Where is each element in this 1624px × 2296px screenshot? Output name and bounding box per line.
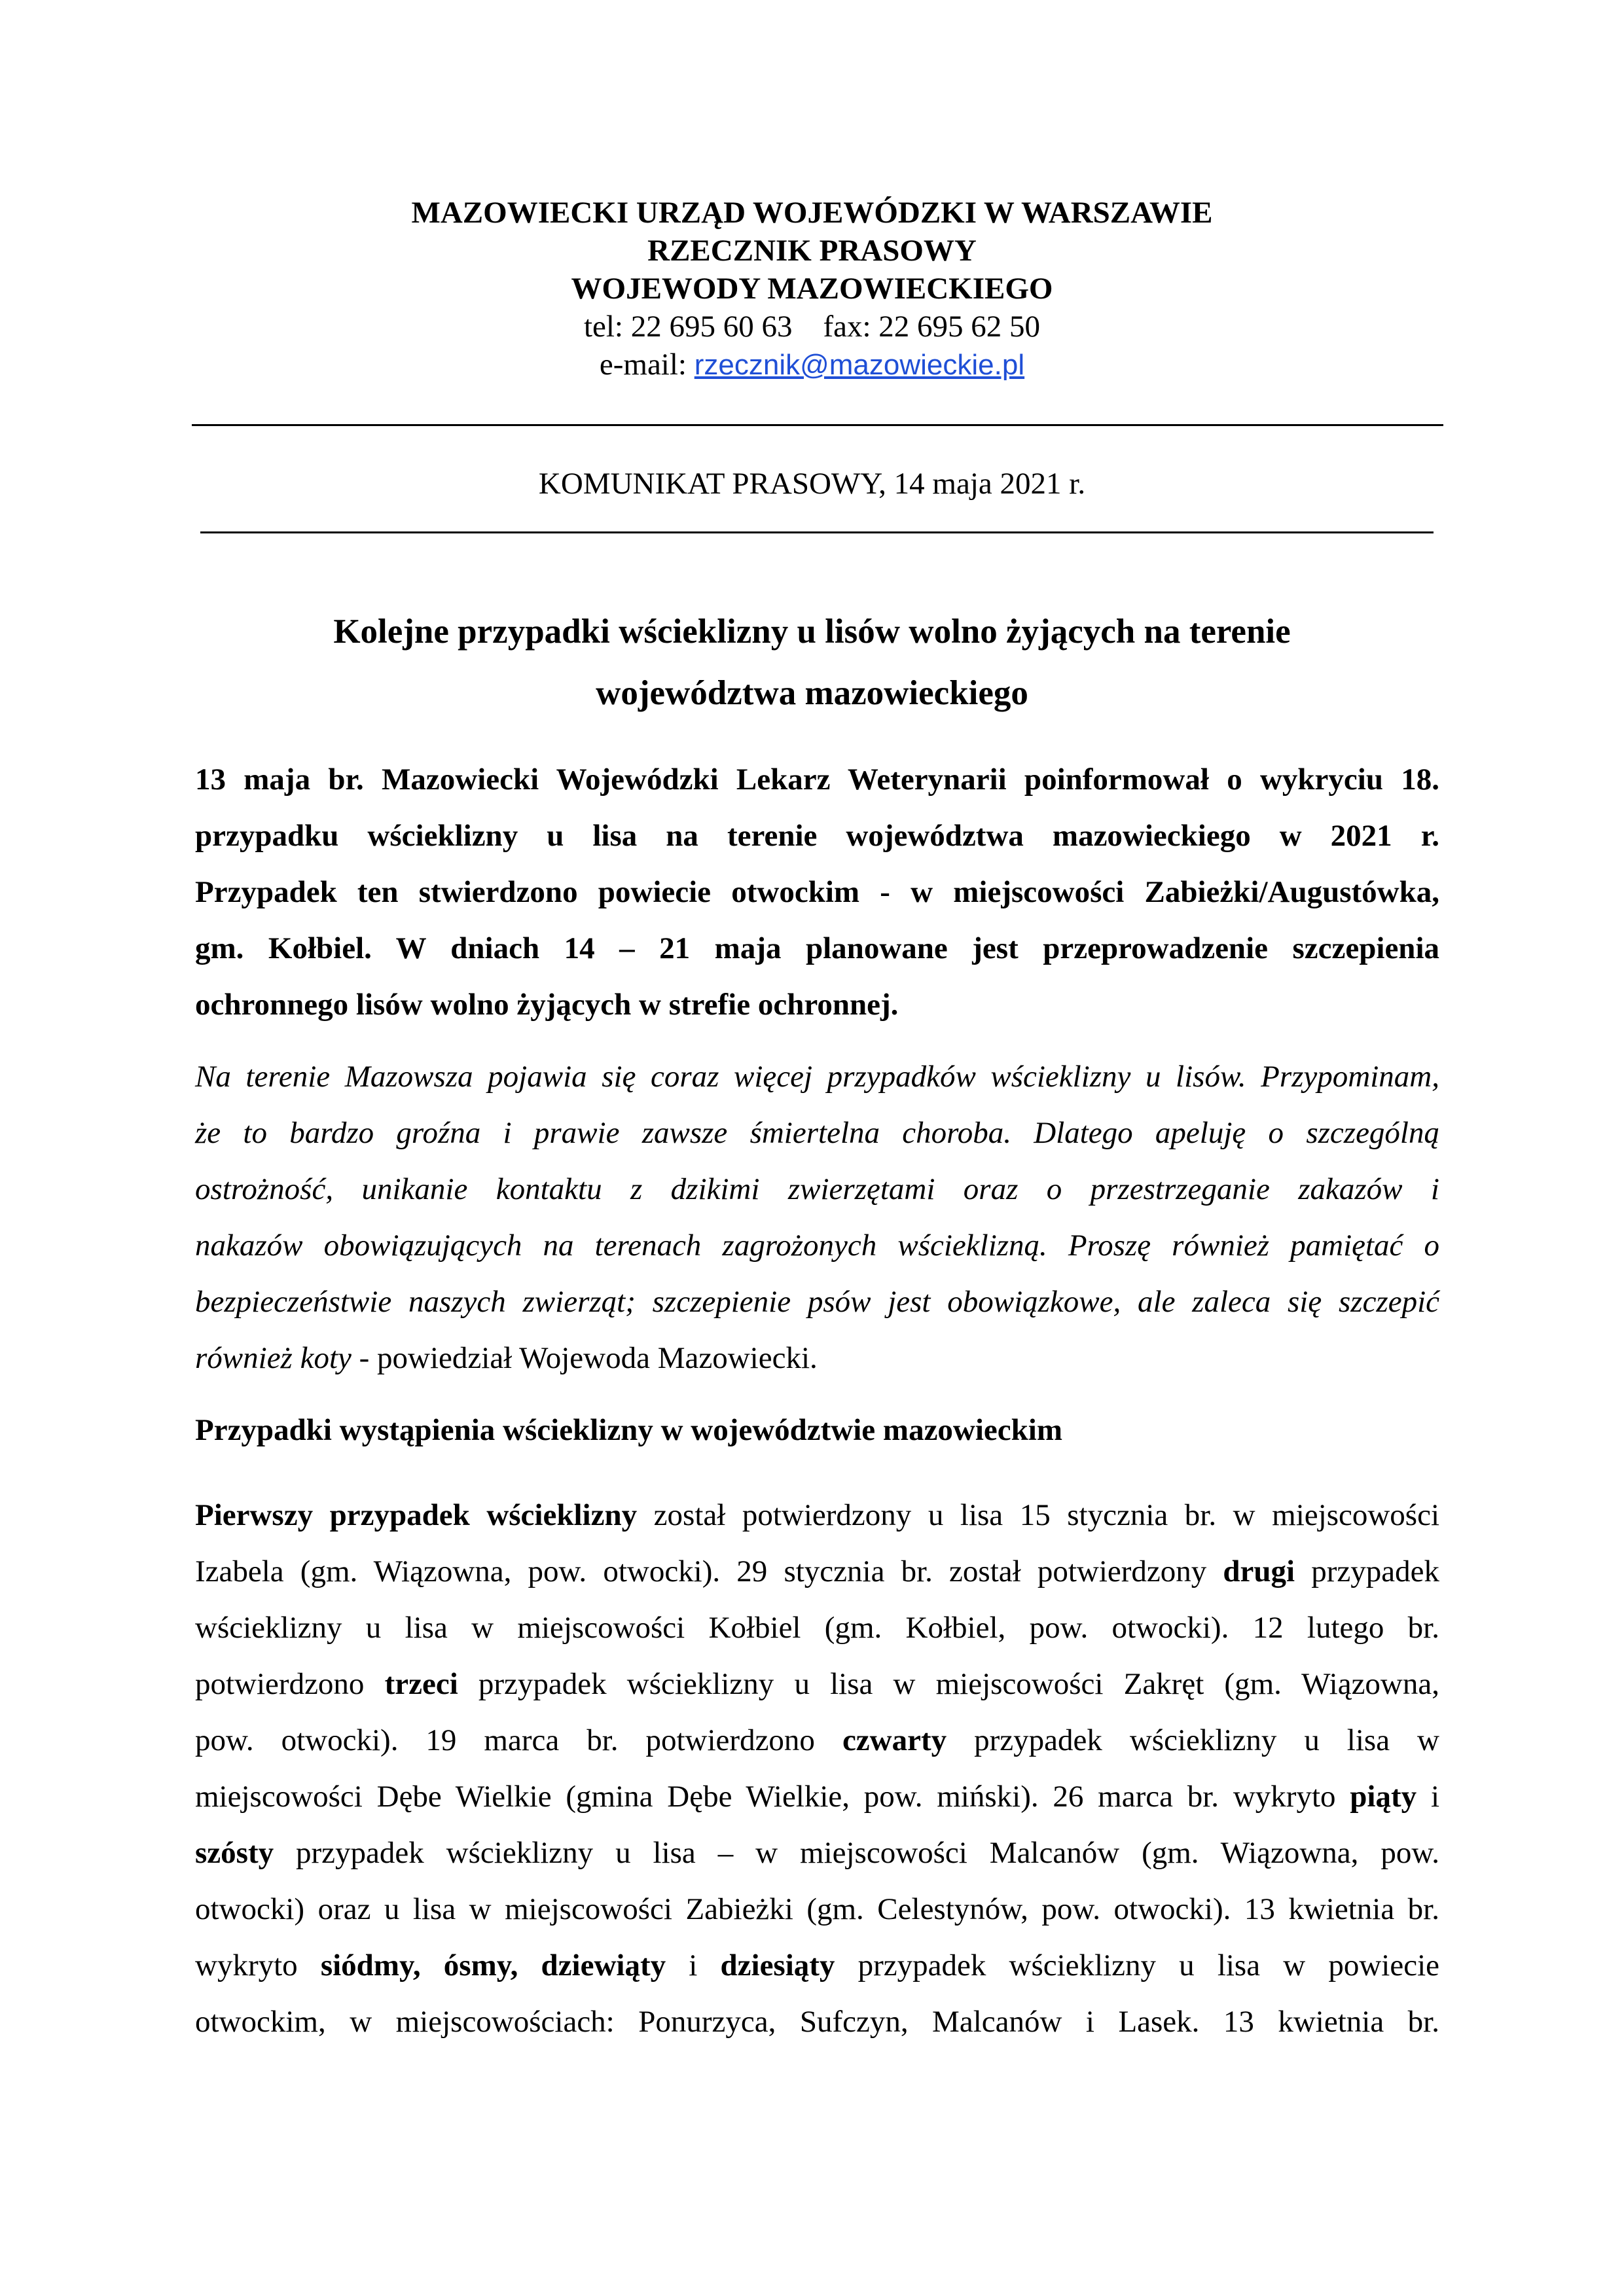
fax-number: fax: 22 695 62 50 [823, 310, 1041, 344]
lead-line: gm. Kołbiel. W dniach 14 – 21 maja planowane jest przeprowadzenie szczepienia [195, 931, 1439, 965]
voivode-title: WOJEWODY MAZOWIECKIEGO [571, 272, 1053, 306]
section-heading: Przypadki wystąpienia wścieklizny w województwie mazowieckim [195, 1413, 1062, 1447]
body-line: otwockim, w miejscowościach: Ponurzyca, Sufczyn, Malcanów i Lasek. 13 kwietnia br. [195, 2005, 1439, 2039]
quote-line: Na terenie Mazowsza pojawia się coraz więcej przypadków wścieklizny u lisów. Przypominam, [195, 1060, 1439, 1094]
body-text: Izabela (gm. Wiązowna, pow. otwocki). 29 stycznia br. został potwierdzony [195, 1554, 1223, 1588]
body-line [195, 1712, 1439, 1768]
lead-line: 13 maja br. Mazowiecki Wojewódzki Lekarz Weterynarii poinformował o wykryciu 18. [195, 762, 1439, 797]
lead-line: ochronnego lisów wolno żyjących w strefie ochronnej. [195, 988, 899, 1022]
fourth-case-label: czwarty [842, 1723, 947, 1757]
contact-email [0, 346, 1624, 384]
lead-line: przypadku wścieklizny u lisa na terenie województwa mazowieckiego w 2021 r. [195, 819, 1439, 853]
body-text: przypadek wścieklizny u lisa – w miejscowości Malcanów (gm. Wiązowna, pow. [274, 1836, 1439, 1870]
body-text: przypadek [1295, 1554, 1439, 1588]
body-text: miejscowości Dębe Wielkie (gmina Dębe Wielkie, pow. miński). 26 marca br. wykryto [195, 1780, 1350, 1814]
quote-line: nakazów obowiązujących na terenach zagrożonych wścieklizną. Proszę również pamiętać o [195, 1229, 1439, 1263]
quote-attribution-line [195, 1330, 1439, 1386]
email-link[interactable]: rzecznik@mazowieckie.pl [694, 349, 1025, 381]
body-line [195, 1487, 1439, 1543]
release-divider [200, 531, 1434, 533]
quote-paragraph [195, 1049, 1439, 1386]
body-text: przypadek wścieklizny u lisa w miejscowości Zakręt (gm. Wiązowna, [458, 1667, 1439, 1701]
lead-line: Przypadek ten stwierdzono powiecie otwockim - w miejscowości Zabieżki/Augustówka, [195, 875, 1439, 909]
body-line: otwocki) oraz u lisa w miejscowości Zabieżki (gm. Celestynów, pow. otwocki). 13 kwietnia br. [195, 1892, 1439, 1926]
headline-line-2: województwa mazowieckiego [596, 674, 1028, 712]
email-label: e-mail: [599, 348, 695, 382]
body-text: i [666, 1948, 721, 1982]
body-text: wykryto [195, 1948, 321, 1982]
header-divider [192, 424, 1443, 426]
letterhead [0, 194, 1624, 384]
body-text: przypadek wścieklizny u lisa w [947, 1723, 1440, 1757]
body-text: został potwierdzony u lisa 15 stycznia br. w miejscowości [637, 1498, 1439, 1532]
body-line [195, 1656, 1439, 1712]
tenth-case-label: dziesiąty [720, 1948, 835, 1982]
sixth-case-label: szósty [195, 1836, 274, 1870]
phone-number: tel: 22 695 60 63 [583, 310, 793, 344]
body-line [195, 1768, 1439, 1825]
quote-line: że to bardzo groźna i prawie zawsze śmiertelna choroba. Dlatego apeluję o szczególną [195, 1116, 1439, 1150]
headline [0, 601, 1624, 724]
quote-line: ostrożność, unikanie kontaktu z dzikimi zwierzętami oraz o przestrzeganie zakazów i [195, 1172, 1439, 1206]
quote-ending: również koty [195, 1341, 352, 1375]
headline-line-1: Kolejne przypadki wścieklizny u lisów wolno żyjących na terenie [333, 613, 1291, 651]
body-text: potwierdzono [195, 1667, 385, 1701]
cases-paragraph [195, 1487, 1439, 2050]
office-name: MAZOWIECKI URZĄD WOJEWÓDZKI W WARSZAWIE [411, 196, 1213, 230]
quote-attribution: - powiedział Wojewoda Mazowiecki. [351, 1341, 818, 1375]
third-case-label: trzeci [384, 1667, 458, 1701]
body-line [195, 1937, 1439, 1994]
body-line [195, 1543, 1439, 1600]
body-text: i [1416, 1780, 1440, 1814]
second-case-label: drugi [1223, 1554, 1295, 1588]
first-case-label: Pierwszy przypadek wścieklizny [195, 1498, 638, 1532]
seventh-to-ninth-case-label: siódmy, ósmy, dziewiąty [320, 1948, 666, 1982]
spokesperson-title: RZECZNIK PRASOWY [647, 234, 977, 268]
contact-phone-fax [0, 308, 1624, 346]
body-text: przypadek wścieklizny u lisa w powiecie [835, 1948, 1439, 1982]
quote-line: bezpieczeństwie naszych zwierząt; szczepienie psów jest obowiązkowe, ale zaleca się szczepić [195, 1285, 1439, 1319]
body-line [195, 1825, 1439, 1881]
lead-paragraph [195, 751, 1439, 1033]
fifth-case-label: piąty [1350, 1780, 1417, 1814]
body-line: wścieklizny u lisa w miejscowości Kołbiel (gm. Kołbiel, pow. otwocki). 12 lutego br. [195, 1611, 1439, 1645]
release-date-line: KOMUNIKAT PRASOWY, 14 maja 2021 r. [538, 467, 1086, 501]
body-text: pow. otwocki). 19 marca br. potwierdzono [195, 1723, 842, 1757]
